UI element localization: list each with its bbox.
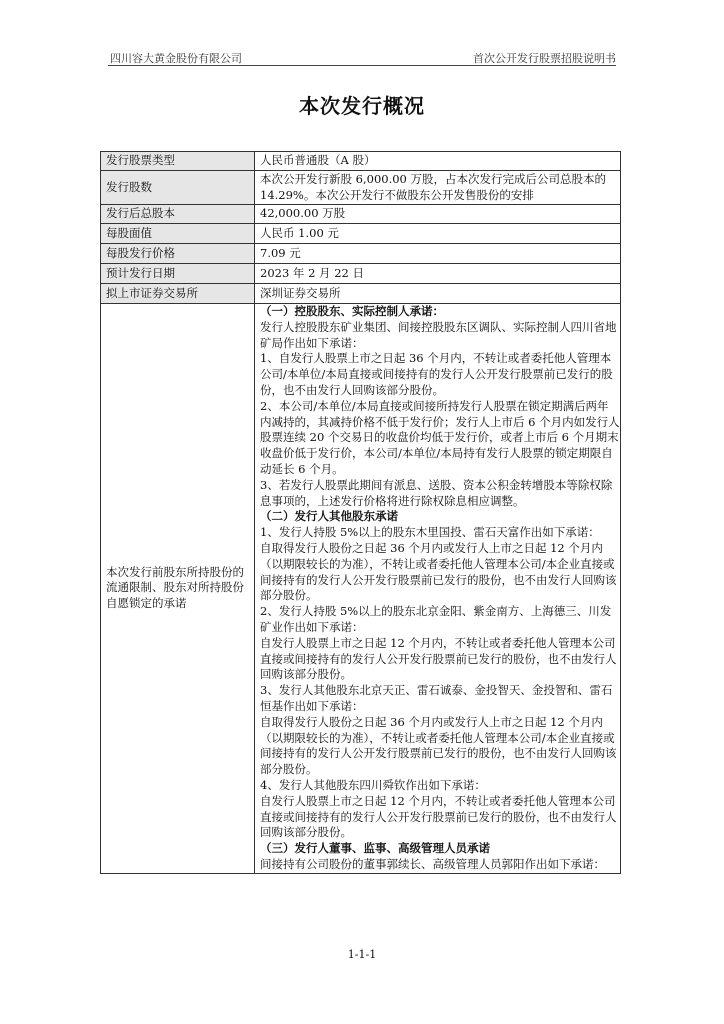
table-row: [101, 224, 621, 244]
lockup-content: [255, 304, 621, 874]
table-row: [101, 171, 621, 205]
paragraph: 4、发行人其他股东四川舜钦作出如下承诺：: [260, 777, 486, 792]
row-label: 发行股票类型: [101, 152, 255, 171]
row-label: 每股面值: [101, 224, 255, 244]
page-title: 本次发行概况: [299, 94, 425, 118]
header-company: 四川容大黄金股份有限公司: [110, 52, 242, 65]
paragraph: 3、若发行人股票此期间有派息、送股、资本公积金转增股本等除权除息事项的，上述发行价格将进行除权除息相应调整。: [260, 477, 613, 508]
row-label: 每股发行价格: [101, 244, 255, 264]
paragraph: 间接持有公司股份的董事郭续长、高级管理人员郭阳作出如下承诺：: [260, 856, 605, 871]
header-divider: [108, 65, 616, 66]
paragraph: 自取得发行人股份之日起 36 个月内或发行人上市之日起 12 个月内（以期限较长的为准），不转让或者委托他人管理本公司/本企业直接或间接持有的发行人公开发行股票前已发行的股份，也不由发行人回购该部分股份。: [260, 714, 617, 777]
row-label: 发行股数: [101, 171, 255, 205]
paragraph: 1、发行人持股 5%以上的股东木里国投、雷石天富作出如下承诺：: [260, 525, 600, 540]
paragraph: 3、发行人其他股东北京天正、雷石诚泰、金投智天、金投智和、雷石恒基作出如下承诺：: [260, 683, 613, 713]
paragraph: 自发行人股票上市之日起 12 个月内，不转让或者委托他人管理本公司直接或间接持有的发行人公开发行股票前已发行的股份，也不由发行人回购该部分股份。: [260, 793, 617, 840]
row-value: 42,000.00 万股: [255, 205, 621, 224]
paragraph: 自发行人股票上市之日起 12 个月内，不转让或者委托他人管理本公司直接或间接持有的发行人公开发行股票前已发行的股份，也不由发行人回购该部分股份。: [260, 635, 617, 682]
table-row: [101, 304, 621, 874]
page-number: 1-1-1: [347, 948, 377, 961]
row-value: 人民币普通股（A 股）: [255, 152, 621, 171]
row-value: 深圳证券交易所: [255, 284, 621, 304]
paragraph: 2、发行人持股 5%以上的股东北京金阳、紫金南方、上海德三、川发矿业作出如下承诺：: [260, 604, 612, 634]
row-label: 拟上市证券交易所: [101, 284, 255, 304]
row-value: 7.09 元: [255, 244, 621, 264]
paragraph: 2、本公司/本单位/本局直接或间接所持发行人股票在锁定期满后两年内减持的，其减持价格不低于发行价；发行人上市后 6 个月内如发行人股票连续 20 个交易日的收盘价均低于发行价，或者上市后 6 个月期末收盘价低于发行价，本公司/本单位/本局持有发行人股票的锁定期限自动延长 6 个月。: [260, 398, 620, 476]
table-row: [101, 152, 621, 171]
table-row: [101, 205, 621, 224]
offering-table: [100, 151, 621, 874]
paragraph: 1、自发行人股票上市之日起 36 个月内，不转让或者委托他人管理本公司/本单位/本局直接或间接持有的发行人公开发行股票前已发行的股份，也不由发行人回购该部分股份。: [260, 351, 613, 397]
section-3-title: （三）发行人董事、监事、高级管理人员承诺: [260, 841, 490, 856]
paragraph: 发行人控股股东矿业集团、间接控股股东区调队、实际控制人四川省地矿局作出如下承诺：: [260, 319, 617, 350]
row-label: 预计发行日期: [101, 264, 255, 284]
table-row: [101, 264, 621, 284]
paragraph: 自取得发行人股份之日起 36 个月内或发行人上市之日起 12 个月内（以期限较长的为准），不转让或者委托他人管理本公司/本企业直接或间接持有的发行人公开发行股票前已发行的股份，也不由发行人回购该部分股份。: [260, 540, 617, 603]
header-doc-title: 首次公开发行股票招股说明书: [473, 52, 616, 65]
lockup-label: 本次发行前股东所持股份的流通限制、股东对所持股份自愿锁定的承诺: [101, 304, 255, 874]
section-2-title: （二）发行人其他股东承诺: [260, 509, 398, 524]
row-value: 本次公开发行新股 6,000.00 万股，占本次发行完成后公司总股本的 14.29%。本次公开发行不做股东公开发售股份的安排: [255, 171, 621, 205]
row-value: 2023 年 2 月 22 日: [255, 264, 621, 284]
section-1-title: （一）控股股东、实际控制人承诺：: [260, 304, 444, 318]
table-row: [101, 284, 621, 304]
row-value: 人民币 1.00 元: [255, 224, 621, 244]
row-label: 发行后总股本: [101, 205, 255, 224]
table-row: [101, 244, 621, 264]
